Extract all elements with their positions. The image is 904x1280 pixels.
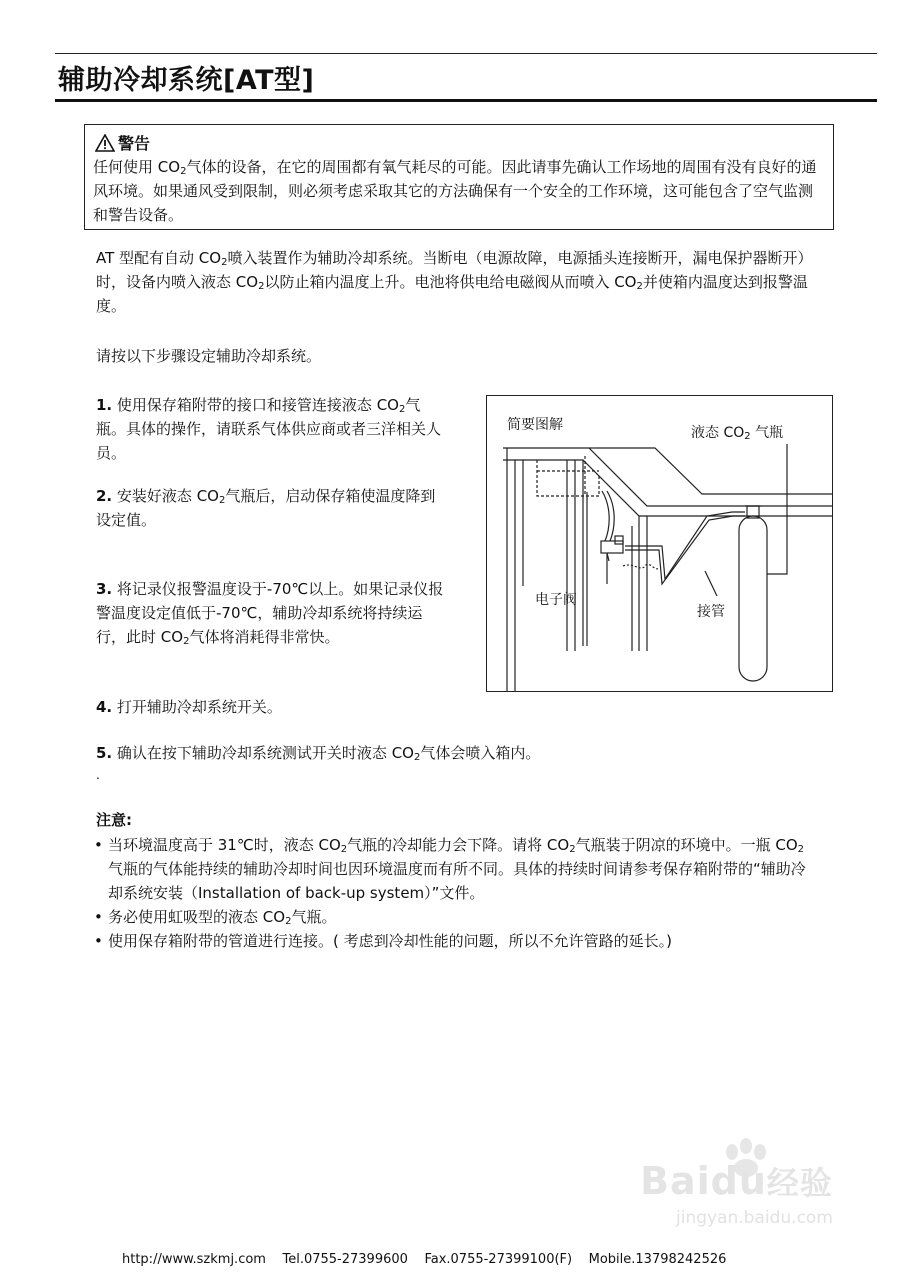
footer-contacts bbox=[122, 1252, 726, 1267]
diagram-caption: 简要图解 bbox=[507, 417, 563, 433]
warning-triangle-icon bbox=[95, 134, 115, 152]
warning-box bbox=[84, 124, 834, 230]
notes-heading: 注意: bbox=[96, 811, 132, 829]
page-title: 辅助冷却系统[AT型] bbox=[58, 65, 315, 96]
top-rule bbox=[55, 53, 877, 54]
note-item: • 使用保存箱附带的管道进行连接。( 考虑到冷却性能的问题，所以不允许管路的延长。) bbox=[94, 932, 672, 950]
stray-dot: . bbox=[96, 768, 100, 782]
footer-url: http://www.szkmj.com bbox=[122, 1252, 266, 1267]
note-item: • 当环境温度高于 31℃时，液态 $CO_2$气瓶的冷却能力会下降。请将 $CO_2$气瓶装于阴凉的环境中。一瓶 $CO_2$气瓶的气体能持续的辅助冷却时间也因环境温度而有所不同。具体的持续时间请参考保存箱附带的“辅助冷却系统安装（Installation of back-up system）”文件。 bbox=[94, 836, 806, 902]
pipe-label: 接管 bbox=[697, 604, 725, 620]
step-1: 1. 使用保存箱附带的接口和接管连接液态 $CO_2$气瓶。具体的操作，请联系气体供应商或者三洋相关人员。 bbox=[96, 396, 442, 462]
footer-fax: Fax.0755-27399100(F) bbox=[424, 1252, 573, 1267]
notes-list bbox=[92, 833, 812, 953]
footer-mobile: Mobile.13798242526 bbox=[588, 1252, 727, 1267]
step-5: 5. 确认在按下辅助冷却系统测试开关时液态 $CO_2$气体会喷入箱内。 bbox=[96, 744, 541, 763]
freezer-schematic-drawing bbox=[487, 396, 832, 691]
steps-prompt: 请按以下步骤设定辅助冷却系统。 bbox=[96, 347, 322, 365]
note-item: • 务必使用虹吸型的液态 $CO_2$气瓶。 bbox=[94, 908, 337, 927]
warning-heading bbox=[95, 131, 150, 154]
step-2: 2. 安装好液态 $CO_2$气瓶后，启动保存箱使温度降到设定值。 bbox=[96, 487, 436, 529]
footer-tel: Tel.0755-27399600 bbox=[282, 1252, 408, 1267]
title-rule bbox=[55, 99, 877, 102]
watermark-brand: Baidu经验 bbox=[640, 1159, 833, 1203]
warning-text: 任何使用 $CO_2$气体的设备，在它的周围都有氧气耗尽的可能。因此请事先确认工作场地的周围有没有良好的通风环境。如果通风受到限制，则必须考虑采取其它的方法确保有一个安全的工作环境，这可能包含了空气监测和警告设备。 bbox=[93, 158, 817, 224]
intro-paragraph: AT 型配有自动 $CO_2$喷入装置作为辅助冷却系统。当断电（电源故障，电源插头连接断开，漏电保护器断开）时，设备内喷入液态 $CO_2$以防止箱内温度上升。电池将供电给电磁阀从而喷入 $CO_2$并使箱内温度达到报警温度。 bbox=[96, 249, 813, 315]
cylinder-label: 液态 $CO_2$ 气瓶 bbox=[691, 425, 784, 442]
step-3: 3. 将记录仪报警温度设于-70℃以上。如果记录仪报警温度设定值低于-70℃，辅助冷却系统将持续运行，此时 $CO_2$气体将消耗得非常快。 bbox=[96, 580, 444, 647]
valve-label: 电子阀 bbox=[535, 592, 577, 608]
step-4: 4. 打开辅助冷却系统开关。 bbox=[96, 698, 282, 716]
watermark-url: jingyan.baidu.com bbox=[676, 1208, 833, 1228]
warning-heading-text: 警告 bbox=[118, 134, 151, 153]
schematic-diagram bbox=[486, 395, 833, 692]
